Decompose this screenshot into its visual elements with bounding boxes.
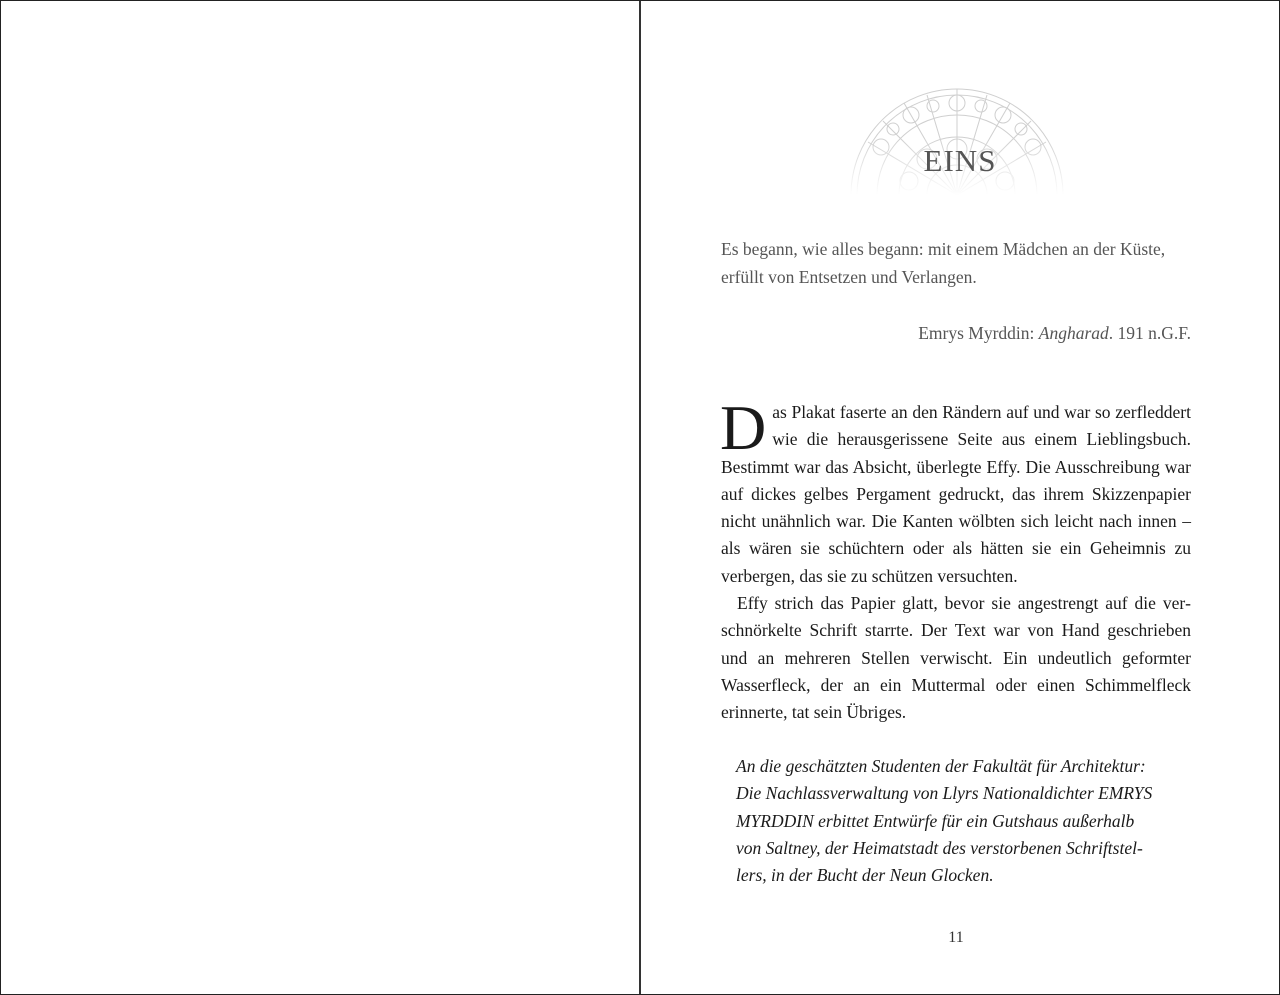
paragraph-2: Effy strich das Papier glatt, bevor sie angestrengt auf die verschnörkelte Schrift starrte. Der Text war von Hand geschrieben und an mehreren Stellen verwischt. Ein undeutlich geformter Wasserfleck, der an ein Muttermal oder einen Schimmelfleck erinnerte, tat sein Übriges. (721, 593, 1191, 723)
paragraph-1 (720, 392, 1191, 590)
paragraph-1-text: as Plakat faserte an den Rändern auf und war so zerfleddert wie die herausgerissene Seite aus einem Lieblingsbuch. Bestimmt war das Absicht, überlegte Effy. Die Ausschreibung war auf dickes gelbes Pergament gedruckt, das ihrem Skizzenpapier nicht unähnlich war. Die Kanten wölbten sich leicht nach innen – als wären sie schüchtern oder als hätten sie ein Geheimnis zu verbergen, das sie zu schützen versuchten. (721, 402, 1191, 586)
left-page-blank (1, 1, 641, 994)
quote-line: An die geschätzten Studenten der Fakultät für Architektur: (736, 756, 1146, 776)
quote-line: von Saltney, der Heimatstadt des verstorbenen Schriftstel- (736, 837, 1143, 858)
epigraph-work-title: Angharad (1038, 323, 1109, 343)
epigraph-text: Es begann, wie alles begann: mit einem Mädchen an der Küste, erfüllt von Entsetzen und Verlangen. (721, 239, 1166, 287)
page-number: 11 (948, 929, 964, 946)
chapter-title: EINS (923, 143, 997, 178)
body-text (720, 392, 1191, 727)
quote-line: lers, in der Bucht der Neun Glocken. (736, 865, 994, 886)
epigraph-date: . 191 n.G.F. (1108, 323, 1191, 343)
quote-line: MYRDDIN erbittet Entwürfe für ein Gutshaus außerhalb (736, 810, 1135, 831)
drop-cap: D (720, 392, 767, 463)
right-page (641, 1, 1279, 994)
block-quote (736, 753, 1176, 889)
epigraph-source (721, 319, 1191, 347)
quote-line: Die Nachlassverwaltung von Llyrs Nationaldichter EMRYS (736, 783, 1153, 804)
epigraph-author: Emrys Myrddin: (918, 323, 1039, 343)
